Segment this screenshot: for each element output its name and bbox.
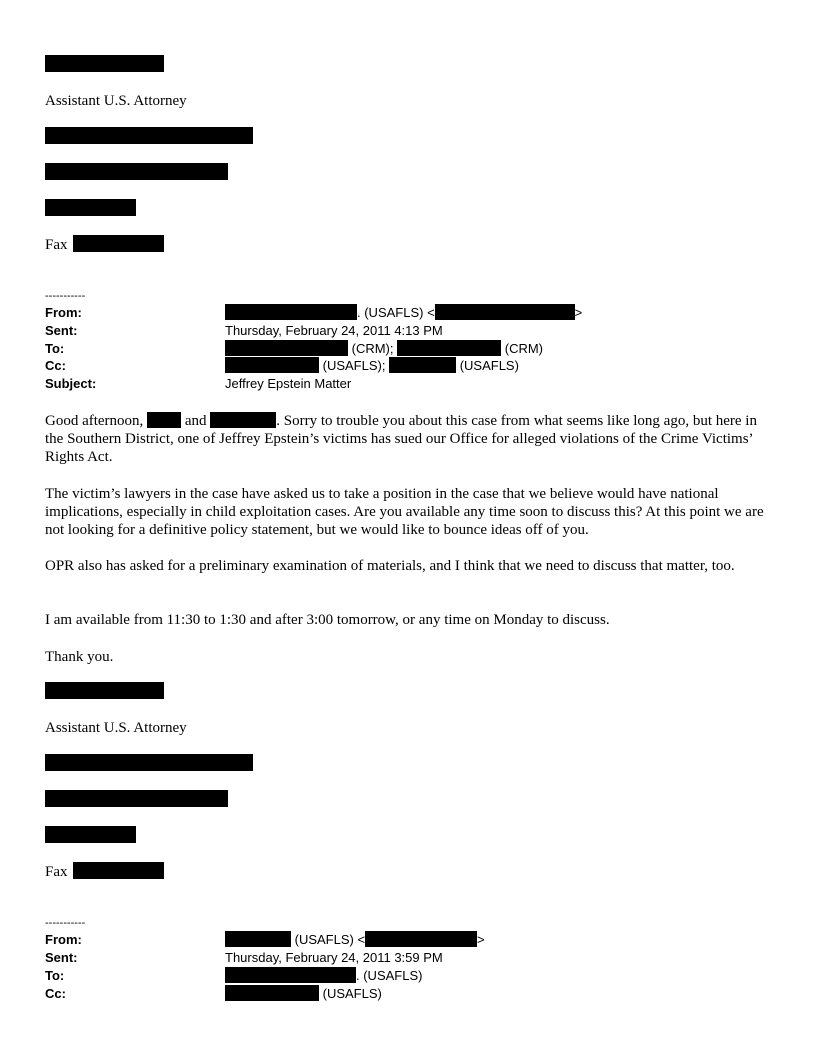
to-value: (CRM); (CRM) <box>225 340 543 357</box>
redacted-sender-name <box>225 304 357 320</box>
header-separator: ----------- <box>45 917 86 929</box>
body-paragraph-greeting: Good afternoon, and . Sorry to trouble you about this case from what seems like long ago, but here in the Southern District, one of Jeffrey Epstein’s victims has sued our Office for alleged violations of the Crime Victims’ Rights Act. <box>45 413 757 465</box>
fax-label: Fax <box>45 864 68 880</box>
body-paragraph-5: Thank you. <box>45 649 114 665</box>
redacted-recipient-1 <box>225 340 348 356</box>
redacted-fax-number <box>73 235 164 252</box>
body-paragraph-4: I am available from 11:30 to 1:30 and after 3:00 tomorrow, or any time on Monday to discuss. <box>45 612 610 628</box>
redacted-phone <box>45 199 136 216</box>
from-value: (USAFLS) < > <box>225 931 485 948</box>
redacted-cc <box>225 985 319 1001</box>
subject-value: Jeffrey Epstein Matter <box>225 376 352 391</box>
signature-title: Assistant U.S. Attorney <box>45 93 187 109</box>
redacted-name <box>45 682 164 699</box>
redacted-address-line-2 <box>45 163 228 180</box>
body-paragraph-2: The victim’s lawyers in the case have asked us to take a position in the case that we believe would have national implications, especially in child exploitation cases. Are you available any time soon to discuss this? At this point we are not looking for a definitive policy statement, but we would like to bounce ideas off of you. <box>45 486 764 538</box>
from-value: . (USAFLS) < > <box>225 304 582 321</box>
redacted-address-line-2 <box>45 790 228 807</box>
to-value: . (USAFLS) <box>225 967 422 984</box>
redacted-address-line-1 <box>45 754 253 771</box>
redacted-fax-number <box>73 862 164 879</box>
sent-label: Sent: <box>45 950 78 965</box>
redacted-addressee-2 <box>210 412 276 428</box>
cc-label: Cc: <box>45 986 66 1001</box>
header-separator: ----------- <box>45 290 86 302</box>
redacted-sender-email <box>365 931 477 947</box>
redacted-phone <box>45 826 136 843</box>
subject-label: Subject: <box>45 376 97 391</box>
from-label: From: <box>45 932 82 947</box>
redacted-address-line-1 <box>45 127 253 144</box>
cc-label: Cc: <box>45 358 66 373</box>
signature-title: Assistant U.S. Attorney <box>45 720 187 736</box>
redacted-sender-name <box>225 931 291 947</box>
body-paragraph-3: OPR also has asked for a preliminary examination of materials, and I think that we need to discuss that matter, too. <box>45 558 735 574</box>
redacted-cc-2 <box>389 357 456 373</box>
redacted-addressee-1 <box>147 412 181 428</box>
to-label: To: <box>45 341 65 356</box>
sent-value: Thursday, February 24, 2011 4:13 PM <box>225 323 443 338</box>
fax-label: Fax <box>45 237 68 253</box>
redacted-recipient <box>225 967 356 983</box>
cc-value: (USAFLS); (USAFLS) <box>225 357 519 374</box>
cc-value: (USAFLS) <box>225 985 382 1002</box>
redacted-recipient-2 <box>397 340 501 356</box>
to-label: To: <box>45 968 65 983</box>
sent-value: Thursday, February 24, 2011 3:59 PM <box>225 950 443 965</box>
redacted-name <box>45 55 164 72</box>
from-label: From: <box>45 305 82 320</box>
sent-label: Sent: <box>45 323 78 338</box>
redacted-sender-email <box>435 304 575 320</box>
redacted-cc-1 <box>225 357 319 373</box>
